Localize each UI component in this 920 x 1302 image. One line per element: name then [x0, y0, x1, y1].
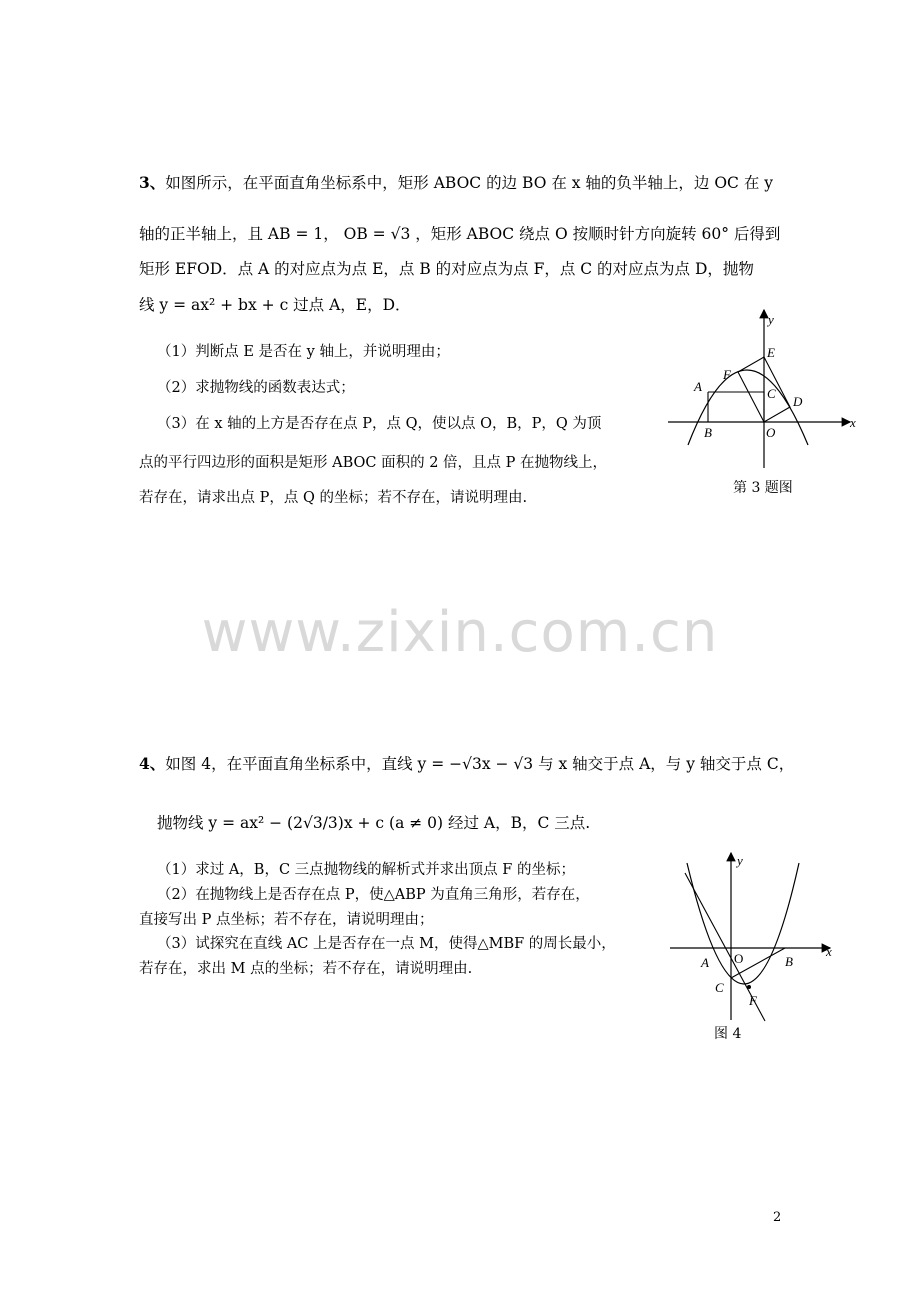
problem4-q3-line1: （3）试探究在直线 AC 上是否存在一点 M，使得△MBF 的周长最小，: [157, 936, 616, 952]
problem3-q1: （1）判断点 E 是否在 y 轴上，并说明理由；: [157, 344, 450, 360]
label-B: B: [785, 954, 793, 969]
problem4-line2: 抛物线 y = ax² − (2√3/3)x + c (a ≠ 0) 经过 A，B，C 三点.: [157, 814, 591, 832]
problem3-q2: （2）求抛物线的函数表达式；: [157, 380, 355, 396]
problem4-figure: [665, 845, 845, 1025]
label-C: C: [767, 386, 776, 401]
problem3-line1-text: 如图所示，在平面直角坐标系中，矩形 ABOC 的边 BO 在 x 轴的负半轴上，边 OC 在 y: [165, 174, 774, 192]
label-A: A: [694, 379, 702, 394]
problem3-q3-line3: 若存在，请求出点 P，点 Q 的坐标；若不存在，请说明理由.: [139, 490, 528, 506]
problem3-number: 3、: [139, 173, 166, 192]
label-A: A: [701, 955, 709, 970]
problem3-figure-caption: 第 3 题图: [733, 480, 793, 496]
problem3-line1: [139, 173, 773, 193]
problem4-q1: （1）求过 A，B，C 三点抛物线的解析式并求出顶点 F 的坐标；: [157, 862, 575, 878]
watermark: www.zixin.com.cn: [201, 600, 719, 665]
problem3-figure: [660, 300, 870, 480]
label-C: C: [715, 980, 724, 995]
label-O: O: [734, 951, 744, 966]
problem3-q3-line2: 点的平行四边形的面积是矩形 ABOC 面积的 2 倍，且点 P 在抛物线上，: [139, 455, 608, 471]
label-y: y: [737, 853, 743, 868]
problem4-q2-line1: （2）在抛物线上是否存在点 P，使△ABP 为直角三角形，若存在，: [157, 887, 590, 903]
problem3-line4: 线 y = ax² + bx + c 过点 A，E，D．: [139, 296, 411, 314]
page-number: 2: [773, 1210, 782, 1225]
problem4-number: 4、: [139, 754, 166, 773]
label-D: D: [793, 394, 803, 409]
problem3-q3-line1: （3）在 x 轴的上方是否存在点 P，点 Q，使以点 O，B，P，Q 为顶: [157, 416, 602, 432]
label-E: E: [767, 345, 775, 360]
label-O: O: [766, 425, 776, 440]
label-y: y: [768, 312, 774, 327]
label-B: B: [704, 425, 712, 440]
problem4-line1: [139, 754, 794, 774]
problem4-q2-line2: 直接写出 P 点坐标；若不存在，请说明理由；: [139, 912, 434, 928]
label-F: F: [723, 367, 731, 382]
problem3-line2: 轴的正半轴上，且 AB = 1， OB = √3 ，矩形 ABOC 绕点 O 按顺时针方向旋转 60° 后得到: [139, 225, 781, 243]
problem4-figure-caption: 图 4: [714, 1026, 742, 1042]
problem3-line3: 矩形 EFOD．点 A 的对应点为点 E，点 B 的对应点为点 F，点 C 的对应点为点 D，抛物: [139, 260, 754, 278]
label-x: x: [850, 415, 856, 430]
problem4-q3-line2: 若存在，求出 M 点的坐标；若不存在，请说明理由.: [139, 961, 473, 977]
label-x: x: [826, 944, 832, 959]
problem4-line1-text: 如图 4，在平面直角坐标系中，直线 y = −√3x − √3 与 x 轴交于点 A，与 y 轴交于点 C，: [165, 755, 795, 773]
vertex-F: [747, 985, 751, 989]
label-F: F: [749, 993, 757, 1008]
